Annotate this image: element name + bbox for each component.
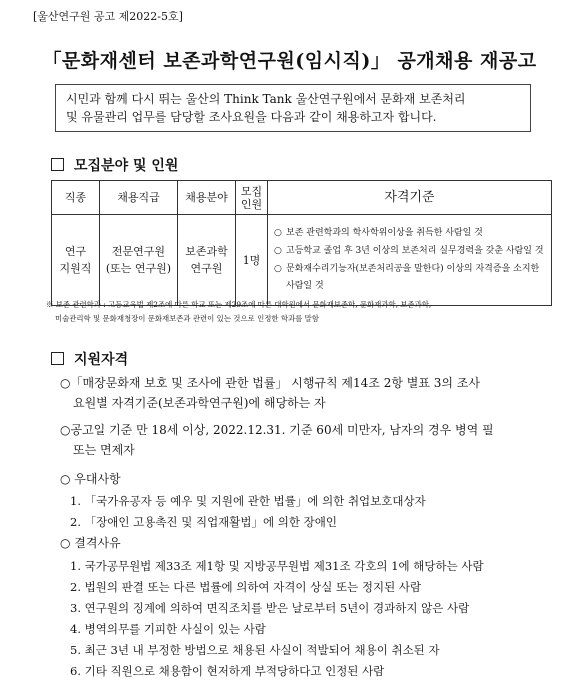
preference-heading: ○ 우대사항 — [60, 472, 121, 486]
square-bullet-icon — [51, 352, 64, 365]
header-line: 인원 — [240, 197, 263, 211]
disqualification-item: 2. 법원의 판결 또는 다른 법률에 의하여 자격이 상실 또는 정지된 사람 — [70, 580, 422, 594]
qualification-text: 보존 관련학과의 학사학위이상을 취득한 사람일 것 — [286, 227, 483, 238]
note-line: ※ 보존 관련학과 : 고등교육법 제2조에 따른 학교 또는 제29조에 따른 대학원에서 문화재보존학, 문화재과학, 보존과학, — [46, 300, 432, 309]
qualification-item — [274, 261, 545, 295]
qualification-item — [274, 225, 545, 242]
bullet-line: 또는 면제자 — [73, 443, 135, 457]
cell-field — [178, 215, 236, 306]
cell-line: 지원직 — [59, 262, 92, 275]
section-recruitment-heading — [51, 155, 178, 175]
intro-box — [55, 84, 531, 132]
preference-item: 2. 「장애인 고용촉진 및 직업재활법」에 의한 장애인 — [70, 515, 337, 529]
circle-bullet-icon: ○ — [274, 245, 282, 256]
header-cell: 채용직급 — [100, 181, 178, 215]
cell-line: 보존과학 — [185, 245, 228, 258]
disqualification-item: 5. 최근 3년 내 부정한 방법으로 채용된 사실이 적발되어 채용이 취소된 자 — [70, 643, 440, 657]
qualification-item — [274, 243, 545, 260]
intro-line: 및 유물관리 업무를 담당할 조사요원을 다음과 같이 채용하고자 합니다. — [66, 110, 437, 124]
bullet-line — [60, 420, 570, 440]
header-cell: 직종 — [52, 181, 100, 215]
circle-bullet-icon: ○ — [60, 376, 71, 390]
circle-bullet-icon: ○ — [274, 263, 282, 274]
cell-grade — [100, 215, 178, 306]
bullet-text: 공고일 기준 만 18세 이상, 2022.12.31. 기준 60세 미만자, 남자의 경우 병역 필 — [70, 423, 494, 437]
table-note — [46, 298, 566, 326]
preference-item: 1. 「국가유공자 등 예우 및 지원에 관한 법률」에 의한 취업보호대상자 — [70, 494, 426, 508]
header-line: 모집 — [240, 184, 263, 198]
disqualification-heading: ○ 결격사유 — [60, 536, 121, 550]
cell-count: 1명 — [236, 215, 268, 306]
note-line: 미술관리학 및 문화재청장이 문화재보존과 관련이 있는 것으로 인정한 학과를 말함 — [55, 314, 319, 323]
intro-line: 시민과 함께 다시 뛰는 울산의 Think Tank 울산연구원에서 문화재 보존처리 — [66, 92, 466, 106]
cell-line: 전문연구원 — [111, 245, 166, 258]
bullet-line — [60, 373, 570, 393]
disqualification-item: 1. 국가공무원법 제33조 제1항 및 지방공무원법 제31조 각호의 1에 해당하는 사람 — [70, 559, 484, 573]
disqualification-item: 6. 기타 직원으로 채용함이 현저하게 부적당하다고 인정된 사람 — [70, 664, 385, 678]
cell-line: (또는 연구원) — [105, 262, 172, 275]
disqualification-item: 3. 연구원의 징계에 의하여 면직조치를 받은 날로부터 5년이 경과하지 않은 사람 — [70, 601, 470, 615]
recruitment-table — [51, 180, 552, 306]
cell-line: 연구원 — [190, 262, 223, 275]
bullet-text: 「매장문화재 보호 및 조사에 관한 법률」 시행규칙 제14조 2항 별표 3의 조사 — [70, 376, 480, 390]
qualification-text: 문화재수리기능자(보존처리공을 말한다) 이상의 자격증을 소지한 사람일 것 — [286, 263, 540, 291]
header-cell: 자격기준 — [268, 181, 552, 215]
square-bullet-icon — [51, 158, 64, 171]
cell-line: 연구 — [64, 245, 87, 258]
eligibility-bullet — [60, 373, 570, 413]
header-cell: 채용분야 — [178, 181, 236, 215]
section-title: 지원자격 — [74, 352, 129, 368]
table-header-row — [52, 181, 552, 215]
table-row — [52, 215, 552, 306]
section-title: 모집분야 및 인원 — [74, 158, 179, 174]
header-cell — [236, 181, 268, 215]
cell-type — [52, 215, 100, 306]
circle-bullet-icon: ○ — [60, 423, 71, 437]
bullet-line: 요원별 자격기준(보존과학연구원)에 해당하는 자 — [73, 396, 326, 410]
page-title: 「문화재센터 보존과학연구원(임시직)」 공개채용 재공고 — [42, 50, 537, 72]
circle-bullet-icon: ○ — [274, 227, 282, 238]
cell-qualifications — [268, 215, 552, 306]
qualification-text: 고등학교 졸업 후 3년 이상의 보존처리 실무경력을 갖춘 사람일 것 — [286, 245, 544, 256]
document-reference: [울산연구원 공고 제2022-5호] — [33, 10, 183, 23]
disqualification-item: 4. 병역의무를 기피한 사실이 있는 사람 — [70, 622, 266, 636]
section-eligibility-heading — [51, 349, 128, 369]
eligibility-bullet — [60, 420, 570, 460]
